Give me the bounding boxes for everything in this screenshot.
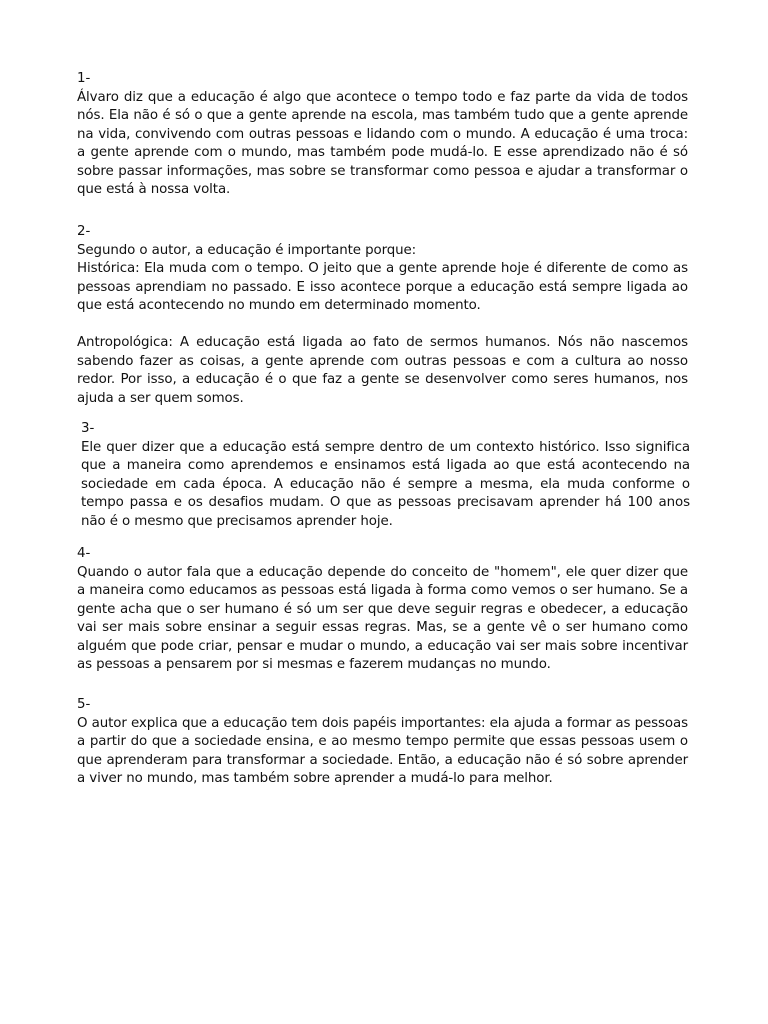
answer-1	[77, 70, 688, 200]
answer-number: 1-	[77, 71, 91, 86]
answer-number: 4-	[77, 546, 91, 561]
answer-5	[77, 696, 688, 789]
answer-intro: Segundo o autor, a educação é importante porque:	[77, 242, 417, 258]
answer-paragraph: O autor explica que a educação tem dois papéis importantes: ela ajuda a formar as pessoas a partir do que a sociedade ensina, e ao mesmo tempo permite que essas pessoas usem o que aprenderam para transformar a sociedade. Então, a educação não é só sobre aprender a viver no mundo, mas também sobre aprender a mudá-lo para melhor.	[77, 715, 688, 786]
answer-number: 5-	[77, 697, 91, 712]
paragraph-spacer	[77, 316, 688, 335]
answer-2	[77, 223, 688, 408]
answer-paragraph-antropologica: Antropológica: A educação está ligada ao fato de sermos humanos. Nós não nascemos sabendo fazer as coisas, a gente aprende com outras pessoas e com a cultura ao nosso redor. Por isso, a educação é o que faz a gente se desenvolver como seres humanos, nos ajuda a ser quem somos.	[77, 335, 688, 406]
answer-number: 2-	[77, 224, 91, 239]
answer-paragraph-historica: Histórica: Ela muda com o tempo. O jeito que a gente aprende hoje é diferente de como as pessoas aprendiam no passado. E isso acontece porque a educação está sempre ligada ao que está acontecendo no mundo em determinado momento.	[77, 261, 688, 313]
answer-3	[81, 420, 690, 531]
answer-paragraph: Álvaro diz que a educação é algo que acontece o tempo todo e faz parte da vida de todos nós. Ela não é só o que a gente aprende na escola, mas também tudo que a gente aprende na vida, convivendo com outras pessoas e lidando com o mundo. A educação é uma troca: a gente aprende com o mundo, mas também pode mudá-lo. E esse aprendizado não é só sobre passar informações, mas sobre se transformar como pessoa e ajudar a transformar o que está à nossa volta.	[77, 89, 688, 197]
answer-4	[77, 545, 688, 675]
answer-paragraph: Quando o autor fala que a educação depende do conceito de "homem", ele quer dizer que a maneira como educamos as pessoas está ligada à forma como vemos o ser humano. Se a gente acha que o ser humano é só um ser que deve seguir regras e obedecer, a educação vai ser mais sobre ensinar a seguir essas regras. Mas, se a gente vê o ser humano como alguém que pode criar, pensar e mudar o mundo, a educação vai ser mais sobre incentivar as pessoas a pensarem por si mesmas e fazerem mudanças no mundo.	[77, 564, 688, 672]
answer-paragraph: Ele quer dizer que a educação está sempre dentro de um contexto histórico. Isso significa que a maneira como aprendemos e ensinamos está ligada ao que está acontecendo na sociedade em cada época. A educação não é sempre a mesma, ela muda conforme o tempo passa e os desafios mudam. O que as pessoas precisavam aprender há 100 anos não é o mesmo que precisamos aprender hoje.	[81, 439, 690, 529]
answer-number: 3-	[81, 421, 95, 436]
